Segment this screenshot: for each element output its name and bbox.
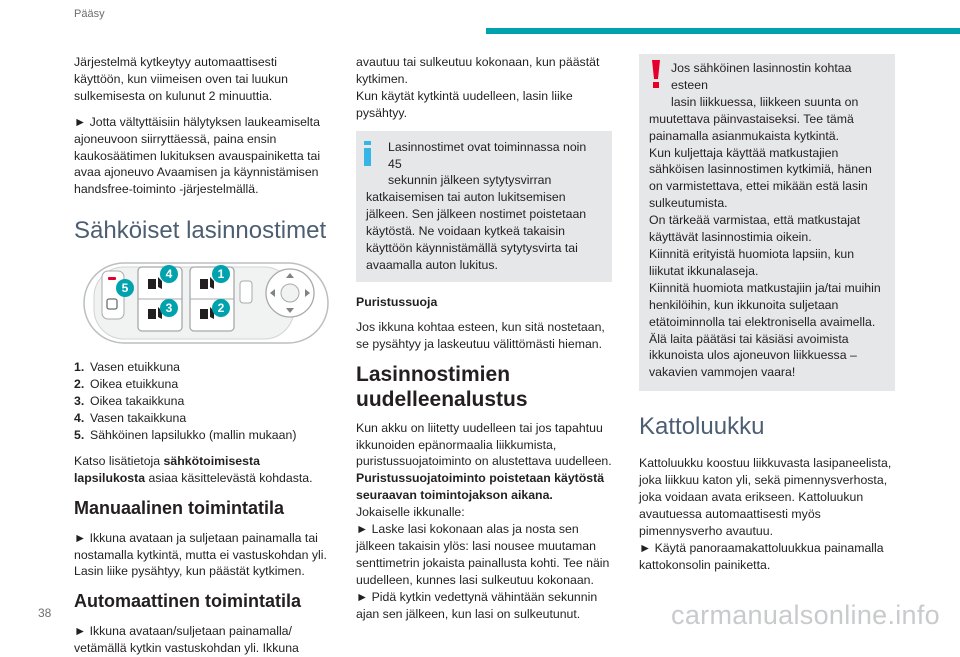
manual-mode-heading: Manuaalinen toimintatila bbox=[74, 497, 285, 518]
list-item: 3. Oikea takaikkuna bbox=[74, 394, 185, 409]
list-item: 2. Oikea etuikkuna bbox=[74, 377, 179, 392]
info-icon bbox=[364, 141, 390, 167]
sunroof-text: Kattoluukku koostuu liikkuvasta lasipaneelista, joka liikkuu katon yli, sekä pimennysverhosta, joka voidaan avata erikseen. Kattoluukun avautuessa automaattisesti myös pimennysverho avautuu. bbox=[639, 456, 892, 538]
list-item: 4. Vasen takaikkuna bbox=[74, 410, 187, 425]
pinch-protection-heading: Puristussuoja bbox=[356, 294, 438, 309]
callout-1: 1 bbox=[212, 265, 230, 283]
reset-heading: Lasinnostimien uudelleenalustus bbox=[356, 362, 528, 411]
warning-icon bbox=[649, 60, 663, 90]
auto-mode-continued: avautuu tai sulkeutuu kokonaan, kun päästät kytkimen. bbox=[356, 55, 600, 86]
window-switch-figure bbox=[74, 259, 330, 347]
reset-warning: Puristussuojatoiminto poistetaan käytöstä seuraavan toimintojakson aikana. bbox=[356, 471, 605, 503]
watermark-text: carmanualsonline.info bbox=[671, 600, 940, 630]
column-2 bbox=[356, 54, 612, 622]
callout-4: 4 bbox=[160, 265, 178, 283]
column-3 bbox=[639, 54, 895, 574]
section-heading-windows: Sähköiset lasinnostimet bbox=[74, 217, 327, 245]
manual-mode-text: ► Ikkuna avataan ja suljetaan painamalla tai nostamalla kytkintä, mutta ei vastuskohdan yli. Lasin liike pysähtyy, kun päästät kytkimen. bbox=[74, 530, 327, 579]
intro-paragraph: Järjestelmä kytkeytyy automaattisesti käyttöön, kun viimeisen oven tai luukun sulkemisesta on kulunut 2 minuuttia. bbox=[74, 55, 288, 103]
warning-box: Jos sähköinen lasinnostin kohtaa esteen lasin liikkuessa, liikkeen suunta on muutettava päinvastaiseksi. Tee tämä painamalla asianmukaista kytkintä. Kun kuljettaja käyttää matkustajien sähköisen lasinnostimen kytkimiä, hänen on varmistettava, ettei mikään estä lasin sulkeutumista. On tärkeää varmistaa, että matkustajat käyttävät lasinnostimia oikein. Kiinnitä erityistä huomiota lapsiin, kun liikutat ikkunalaseja. Kiinnitä huomiota matkustajiin ja/tai muihin henkilöihin, kun ikkunoita suljetaan etätoiminnolla tai elektronisella avaimella. Älä laita päätäsi tai käsiäsi avoimista ikkunoista ulos ajoneuvon liikkuessa – vakavien vammojen vaara! bbox=[639, 54, 895, 391]
reset-step-2: ► Pidä kytkin vedettynä vähintään sekunnin ajan sen jälkeen, kun lasi on sulkeutunut. bbox=[356, 589, 598, 621]
reset-each: Jokaiselle ikkunalle: bbox=[356, 505, 465, 520]
window-switch-illustration bbox=[74, 259, 330, 347]
auto-mode-heading: Automaattinen toimintatila bbox=[74, 591, 302, 612]
auto-mode-stop: Kun käytät kytkintä uudelleen, lasin liike pysähtyy. bbox=[356, 88, 573, 120]
intro-step: ► Jotta vältyttäisiin hälytyksen laukeamiselta ajoneuvoon siirryttäessä, paina ensin kaukosäätimen lukituksen avauspainiketta tai avaa ajoneuvo Avaamisen ja käynnistämisen handsfree-toiminto -järjestelmällä. bbox=[74, 114, 321, 197]
callout-5: 5 bbox=[116, 279, 134, 297]
section-heading-sunroof: Kattoluukku bbox=[639, 413, 765, 441]
list-item: 5. Sähköinen lapsilukko (mallin mukaan) bbox=[74, 427, 297, 442]
column-1 bbox=[74, 54, 330, 657]
callout-2: 2 bbox=[212, 299, 230, 317]
section-title: Pääsy bbox=[74, 8, 105, 20]
auto-mode-text: ► Ikkuna avataan/suljetaan painamalla/ vetämällä kytkin vastuskohdan yli. Ikkuna bbox=[74, 624, 299, 656]
reference-paragraph: Katso lisätietoja sähkötoimisesta lapsilukosta asiaa käsittelevästä kohdasta. bbox=[74, 453, 313, 485]
reset-step-1: ► Laske lasi kokonaan alas ja nosta sen jälkeen takaisin ylös: lasi nousee muutaman senttimetrin jokaista painallusta kohti. Tee näin uudelleen, kunnes lasi sulkeutuu kokonaan. bbox=[356, 522, 610, 587]
callout-3: 3 bbox=[160, 299, 178, 317]
header-accent-bar bbox=[486, 28, 960, 34]
pinch-protection-text: Jos ikkuna kohtaa esteen, kun sitä nostetaan, se pysähtyy ja laskeutuu välittömästi hieman. bbox=[356, 319, 605, 351]
page-number: 38 bbox=[38, 606, 52, 620]
reset-text: Kun akku on liitetty uudelleen tai jos tapahtuu ikkunoiden epänormaalia liikkumista, puristussuojatoiminto on alustettava uudelleen. bbox=[356, 420, 612, 469]
sunroof-step: ► Käytä panoraamakattoluukkua painamalla kattokonsolin painiketta. bbox=[639, 540, 884, 572]
window-switch-legend bbox=[74, 359, 330, 444]
info-box: Lasinnostimet ovat toiminnassa noin 45 sekunnin jälkeen sytytysvirran katkaisemisen tai auton lukitsemisen jälkeen. Sen jälkeen nostimet poistetaan käytöstä. Ne voidaan kytkeä takaisin käyttöön käynnistämällä sytytysvirta tai avaamalla auton lukitus. bbox=[356, 131, 612, 282]
list-item: 1. Vasen etuikkuna bbox=[74, 360, 181, 375]
